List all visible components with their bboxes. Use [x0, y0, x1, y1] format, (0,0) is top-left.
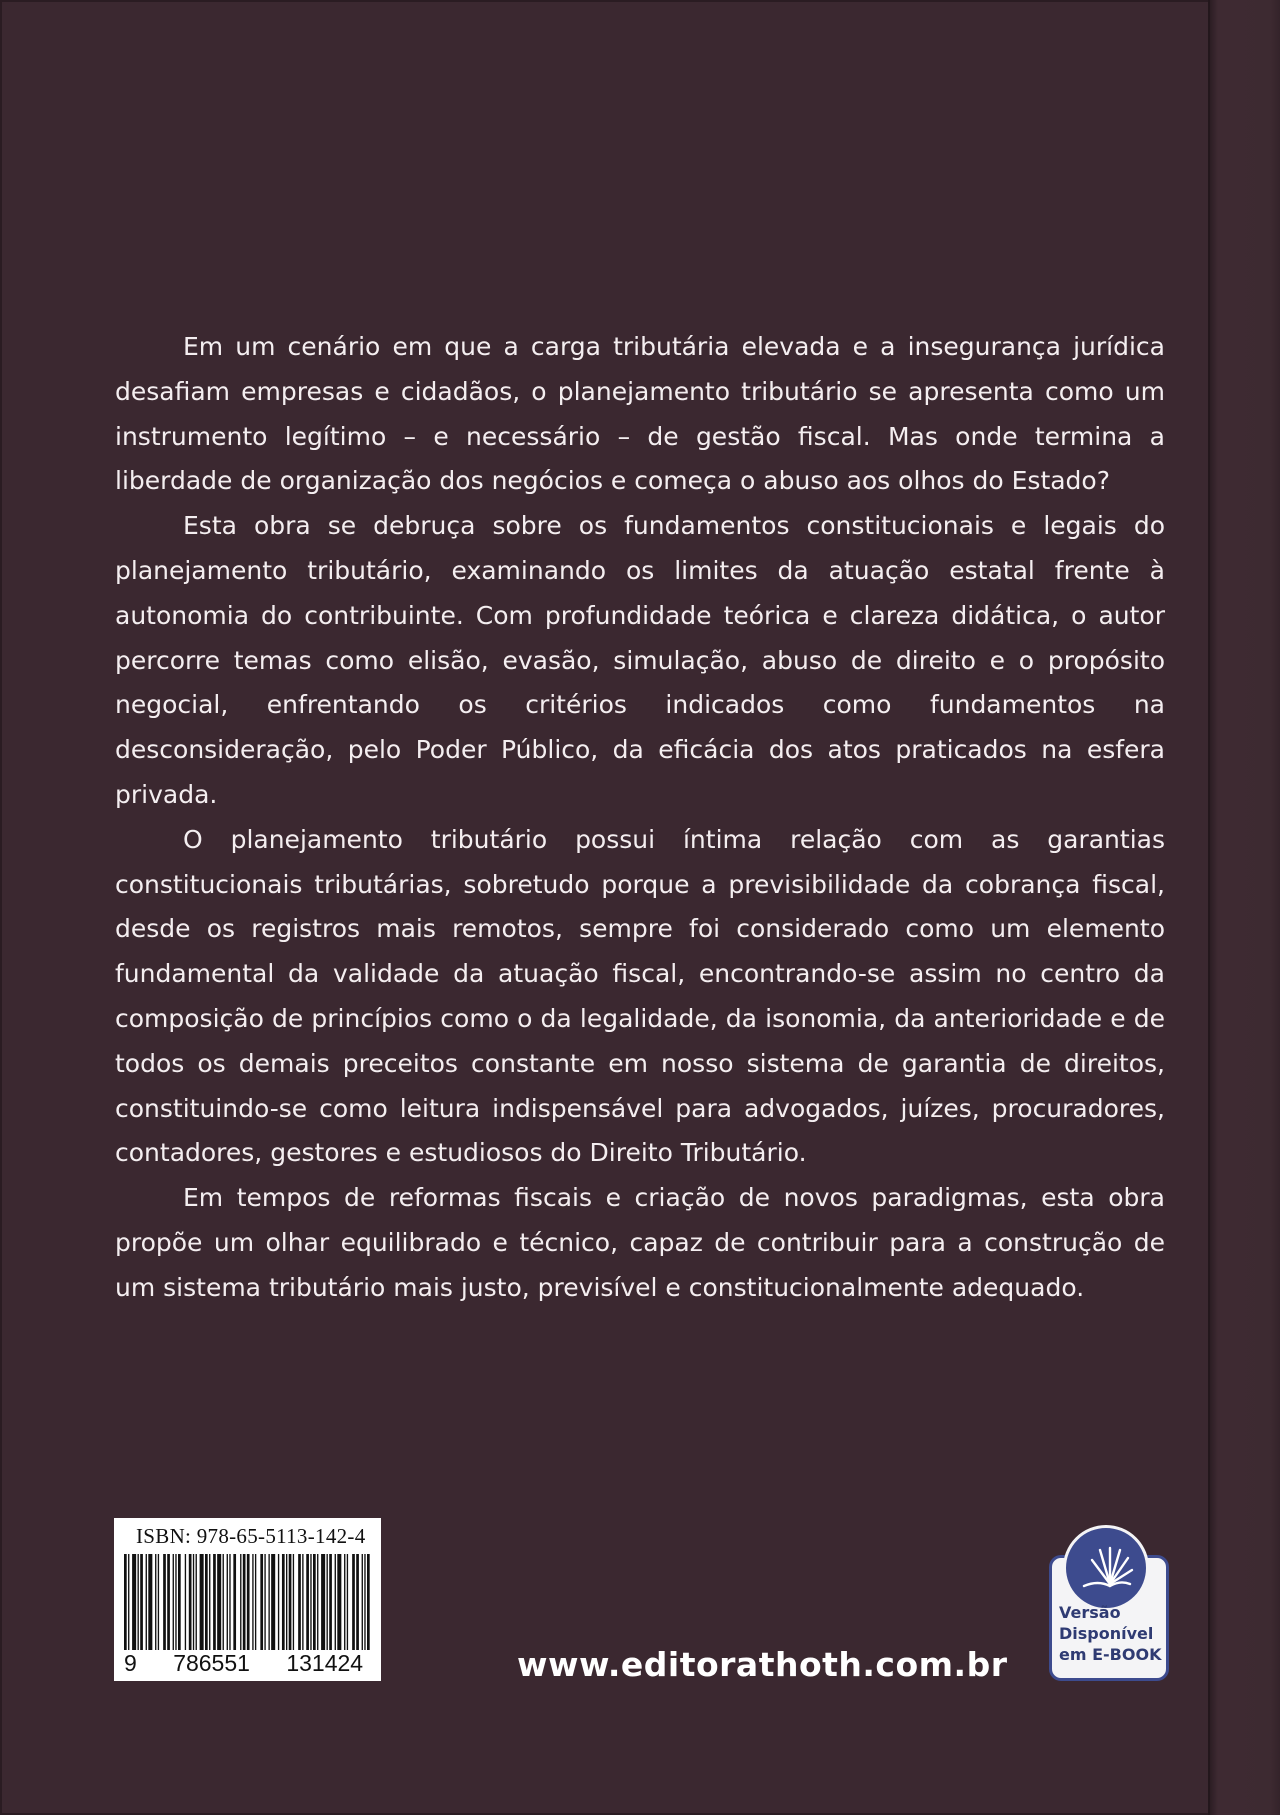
- ean-digit-left-group: 786551: [173, 1650, 250, 1676]
- barcode-bar: [337, 1554, 341, 1650]
- barcode-bar: [260, 1554, 263, 1650]
- barcode-bar: [213, 1554, 216, 1650]
- ean-digit-right-group: 131424: [286, 1650, 364, 1676]
- barcode-bar: [310, 1554, 311, 1650]
- blurb-paragraph: Esta obra se debruça sobre os fundamentos constitucionais e legais do planejamento tributário, examinando os limites da atuação estatal frente à autonomia do contribuinte. Com profundidade teórica e clareza didática, o autor percorre temas como elisão, evasão, simulação, abuso de direito e o propósito negocial, enfrentando os critérios indicados como fundamentos na desconsideração, pelo Poder Público, da eficácia dos atos praticados na esfera privada.: [115, 511, 1165, 809]
- barcode-bar: [146, 1554, 147, 1650]
- barcode-bar: [148, 1554, 152, 1650]
- barcode-bar: [247, 1554, 250, 1650]
- isbn-barcode: [114, 1518, 381, 1681]
- barcode-bar: [289, 1554, 292, 1650]
- barcode-bar: [240, 1554, 241, 1650]
- barcode-bar: [278, 1554, 279, 1650]
- barcode-bar: [252, 1554, 253, 1650]
- ebook-line-3: [1059, 1644, 1167, 1665]
- barcode-bar: [217, 1554, 221, 1650]
- blurb-paragraph: Em um cenário em que a carga tributária elevada e a insegurança jurídica desafiam empresas e cidadãos, o planejamento tributário se apresenta como um instrumento legítimo – e necessário – de gestão fiscal. Mas onde termina a liberdade de organização dos negócios e começa o abuso aos olhos do Estado?: [115, 332, 1165, 496]
- barcode-bar: [317, 1554, 318, 1650]
- barcode-bar: [364, 1554, 365, 1650]
- barcode-bar: [233, 1554, 236, 1650]
- barcode-bar: [140, 1554, 143, 1650]
- barcode-bar: [344, 1554, 345, 1650]
- barcode-bar: [327, 1554, 328, 1650]
- barcode-bar: [286, 1554, 287, 1650]
- ebook-line-3-emphasis: E-BOOK: [1092, 1645, 1162, 1664]
- barcode-bar: [298, 1554, 301, 1650]
- cover-spine-edge: [1208, 0, 1280, 1815]
- barcode-bar: [189, 1554, 192, 1650]
- ean-digit-lead: 9: [124, 1650, 137, 1676]
- barcode-bar: [193, 1554, 194, 1650]
- open-book-rays-icon: [1063, 1525, 1149, 1611]
- barcode-bar: [306, 1554, 309, 1650]
- barcode-bar: [185, 1554, 186, 1650]
- barcode-bar: [362, 1554, 363, 1650]
- barcode-bar: [264, 1554, 265, 1650]
- barcode-bar: [209, 1554, 210, 1650]
- barcode-bar: [138, 1554, 139, 1650]
- barcode-bar: [282, 1554, 285, 1650]
- back-cover-blurb: [115, 325, 1165, 1311]
- barcode-bar: [196, 1554, 197, 1650]
- barcode-bar: [128, 1554, 129, 1650]
- barcode-bar: [268, 1554, 269, 1650]
- barcode-bar: [227, 1554, 228, 1650]
- barcode-bar: [163, 1554, 166, 1650]
- barcode-bar: [167, 1554, 170, 1650]
- barcode-bar: [271, 1554, 275, 1650]
- ebook-line-2: Disponível: [1059, 1624, 1154, 1643]
- barcode-bar: [132, 1554, 136, 1650]
- barcode-bar: [124, 1554, 127, 1650]
- barcode-bar: [293, 1554, 294, 1650]
- barcode-bar: [178, 1554, 181, 1650]
- barcode-bar: [223, 1554, 224, 1650]
- barcode-bar: [173, 1554, 174, 1650]
- barcode-bar: [313, 1554, 316, 1650]
- barcode-bar: [205, 1554, 208, 1650]
- ebook-line-3-prefix: em: [1059, 1645, 1087, 1664]
- barcode-bar: [347, 1554, 348, 1650]
- barcode-bar: [329, 1554, 332, 1650]
- barcode-bar: [367, 1554, 370, 1650]
- barcode-bar: [229, 1554, 230, 1650]
- barcode-bar: [321, 1554, 325, 1650]
- barcode-bar: [175, 1554, 176, 1650]
- barcode-bar: [158, 1554, 159, 1650]
- barcode-bar: [155, 1554, 156, 1650]
- publisher-website: www.editorathoth.com.br: [517, 1645, 1008, 1684]
- barcode-bar: [335, 1554, 336, 1650]
- barcode-bar: [302, 1554, 303, 1650]
- ebook-line-1: Versão: [1059, 1603, 1121, 1622]
- blurb-paragraph: Em tempos de reformas fiscais e criação de novos paradigmas, esta obra propõe um olhar equilibrado e técnico, capaz de contribuir para a construção de um sistema tributário mais justo, previsível e constitucionalmente adequado.: [115, 1183, 1165, 1302]
- blurb-paragraph: O planejamento tributário possui íntima relação com as garantias constitucionais tributárias, sobretudo porque a previsibilidade da cobrança fiscal, desde os registros mais remotos, sempre foi considerado como um elemento fundamental da validade da atuação fiscal, encontrando-se assim no centro da composição de princípios como o da legalidade, da isonomia, da anterioridade e de todos os demais preceitos constante em nosso sistema de garantia de direitos, constituindo-se como leitura indispensável para advogados, juízes, procuradores, contadores, gestores e estudiosos do Direito Tributário.: [115, 824, 1165, 1168]
- barcode-bar: [255, 1554, 256, 1650]
- barcode-bar: [200, 1554, 204, 1650]
- barcode-bar: [356, 1554, 359, 1650]
- ebook-badge-text: [1059, 1602, 1167, 1665]
- isbn-label: ISBN: 978-65-5113-142-4: [136, 1524, 366, 1548]
- barcode-bar: [352, 1554, 355, 1650]
- ean-digits: [122, 1650, 374, 1677]
- barcode-bar: [243, 1554, 246, 1650]
